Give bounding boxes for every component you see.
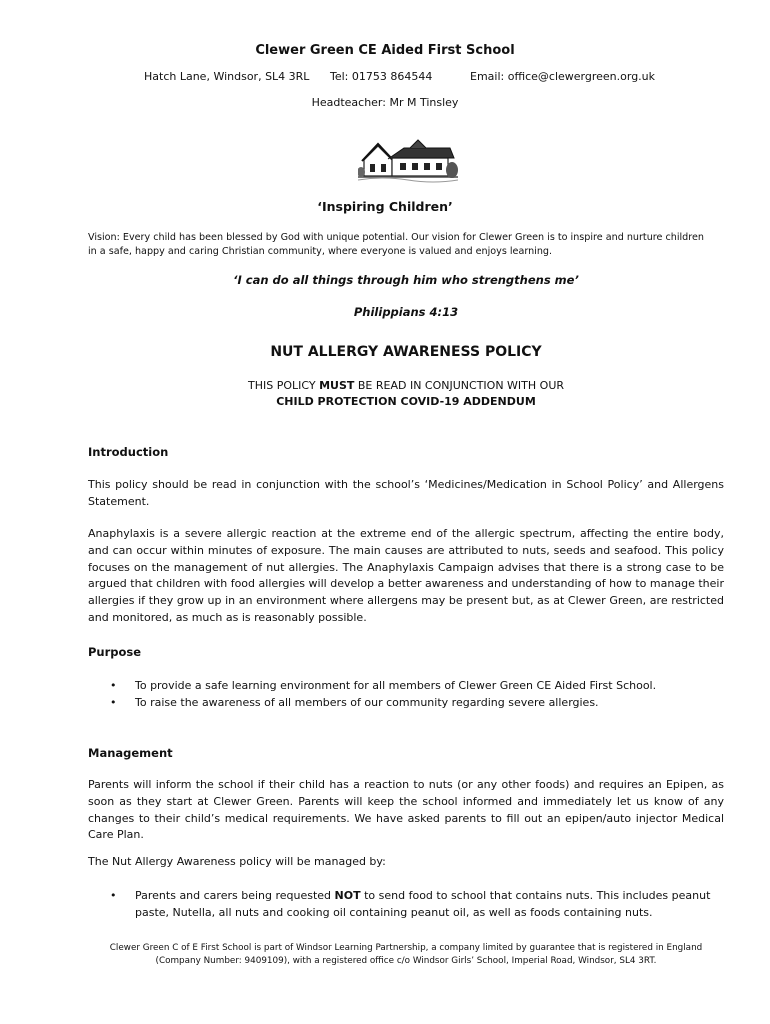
management-paragraph-1: Parents will inform the school if their child has a reaction to nuts (or any other foods) and requires an Epipen, as soon as they start at Clewer Green. Parents will keep the school informed and immediately let us know of any changes to their child’s medical requirements. We have asked parents to fill out an epipen/auto injector Medical Care Plan. [88, 778, 724, 842]
school-motto: ‘Inspiring Children’ [317, 199, 453, 214]
list-item-text: To provide a safe learning environment for all members of Clewer Green CE Aided First School. [135, 679, 657, 692]
bullet-icon: • [110, 695, 117, 709]
list-item [110, 678, 724, 695]
management-bullet-after: to send food to school that contains nuts. This includes peanut paste, Nutella, all nuts and cooking oil containing peanut oil, as well as foods containing nuts. [135, 889, 711, 919]
school-address: Hatch Lane, Windsor, SL4 3RL [144, 70, 310, 83]
addendum-title: CHILD PROTECTION COVID-19 ADDENDUM [276, 395, 536, 408]
purpose-heading: Purpose [88, 645, 142, 659]
conjunction-notice [0, 379, 770, 392]
scripture-quote: ‘I can do all things through him who strengthens me’ [233, 273, 579, 287]
conjunction-notice-must: MUST [319, 379, 355, 392]
footer-line-2: (Company Number: 9409109), with a registered office c/o Windsor Girls’ School, Imperial Road, Windsor, SL4 3RT. [155, 956, 657, 966]
school-email: Email: office@clewergreen.org.uk [470, 70, 656, 83]
list-item [110, 695, 724, 712]
page-footer [0, 942, 770, 968]
policy-title: NUT ALLERGY AWARENESS POLICY [270, 344, 542, 360]
management-bullet-not: NOT [334, 889, 361, 902]
school-telephone: Tel: 01753 864544 [330, 70, 433, 83]
management-paragraph-2: The Nut Allergy Awareness policy will be managed by: [88, 855, 386, 868]
footer-line-1: Clewer Green C of E First School is part of Windsor Learning Partnership, a company limited by guarantee that is registered in England [109, 943, 703, 953]
list-item [110, 888, 724, 922]
bullet-icon: • [110, 679, 117, 692]
headteacher: Headteacher: Mr M Tinsley [311, 96, 459, 109]
school-building-icon [358, 136, 458, 184]
introduction-heading: Introduction [88, 445, 169, 459]
management-bullet-before: Parents and carers being requested [135, 889, 335, 902]
list-item-text: To raise the awareness of all members of our community regarding severe allergies. [135, 695, 599, 709]
bullet-icon: • [110, 889, 117, 902]
introduction-paragraph-2: Anaphylaxis is a severe allergic reaction at the extreme end of the allergic spectrum, affecting the entire body, and can occur within minutes of exposure. The main causes are attributed to nuts, seeds and seafood. This policy focuses on the management of nut allergies. The Anaphylaxis Campaign advises that there is a strong case to be argued that children with food allergies will develop a better awareness and understanding of how to manage their allergies if they grow up in an environment where allergens may be present but, as at Clewer Green, are restricted and monitored, as much as is reasonably possible. [88, 527, 724, 624]
introduction-paragraph-1: This policy should be read in conjunction with the school’s ‘Medicines/Medication in School Policy’ and Allergens Statement. [88, 478, 724, 508]
management-heading: Management [88, 746, 173, 760]
conjunction-notice-after: BE READ IN CONJUNCTION WITH OUR [354, 379, 565, 392]
vision-statement: Vision: Every child has been blessed by God with unique potential. Our vision for Clewer Green is to inspire and nurture children in a safe, happy and caring Christian community, where everyone is valued and enjoys learning. [88, 232, 704, 257]
conjunction-notice-before: THIS POLICY [247, 379, 320, 392]
school-name: Clewer Green CE Aided First School [255, 43, 515, 58]
management-list [110, 888, 724, 922]
purpose-list [110, 678, 724, 712]
scripture-reference: Philippians 4:13 [353, 305, 459, 319]
